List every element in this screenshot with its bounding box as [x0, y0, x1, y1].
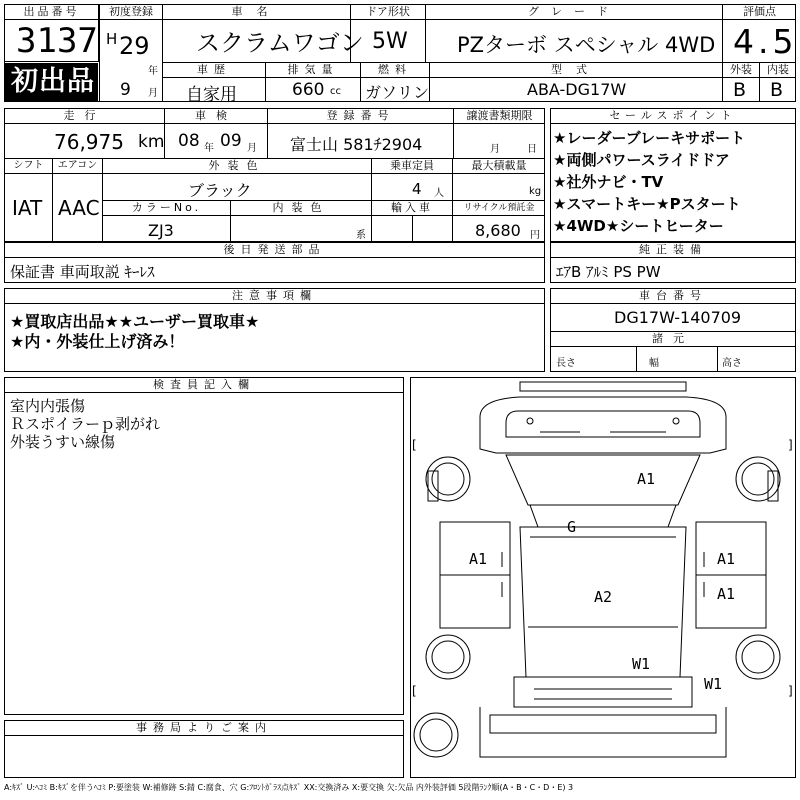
notes-label: 注意事項欄	[5, 289, 544, 304]
later-parts-label: 後日発送部品	[5, 243, 544, 258]
lot-cell	[4, 4, 99, 62]
int-color-unit: 系	[356, 230, 366, 241]
first-listing-text: 初出品	[11, 66, 95, 97]
interior-grade: B	[770, 79, 784, 101]
svg-text:[: [	[412, 684, 417, 698]
recycle-label: リサイクル預託金	[453, 201, 545, 216]
era: H	[106, 30, 118, 48]
mileage-value: 76,975	[54, 130, 124, 154]
office-label: 事務局よりご案内	[5, 721, 403, 736]
cc-unit: cc	[330, 86, 341, 97]
lot-label: 出品番号	[4, 5, 99, 20]
sales-points-list	[553, 127, 793, 237]
km-unit: km	[138, 132, 165, 152]
capacity-label: 乗車定員	[372, 159, 452, 174]
sales-point-item: ★社外ナビ・TV	[553, 173, 664, 191]
chassis-number: DG17W-140709	[614, 308, 742, 327]
insp-month-unit: 月	[247, 143, 257, 154]
import-label: 輸入車	[372, 201, 452, 216]
exterior-grade: B	[733, 79, 747, 101]
door-value: 5W	[372, 29, 408, 54]
history-label: 車歴	[163, 63, 265, 78]
damage-mark: A1	[717, 585, 736, 603]
equipment-label: 純正装備	[551, 243, 795, 258]
month-unit: 月	[148, 88, 158, 99]
kg-unit: kg	[529, 186, 542, 197]
insp-year: 08	[178, 131, 200, 151]
svg-text:[: [	[412, 438, 417, 452]
chassis-label: 車台番号	[551, 289, 795, 304]
later-parts-text: 保証書 車両取説 ｷｰﾚｽ	[10, 263, 155, 281]
damage-mark: W1	[704, 675, 723, 693]
length-label: 長さ	[556, 358, 576, 369]
damage-mark: A1	[469, 550, 488, 568]
inspector-label: 検査員記入欄	[5, 378, 403, 393]
width-label: 幅	[649, 358, 659, 369]
sales-point-item: ★4WD★シートヒーター	[553, 217, 724, 235]
yen-unit: 円	[530, 230, 540, 241]
height-label: 高さ	[722, 358, 742, 369]
capacity-unit: 人	[434, 188, 444, 199]
sales-points-label: セールスポイント	[551, 109, 795, 124]
model-label: 型式	[430, 63, 722, 78]
damage-mark: A2	[594, 588, 613, 606]
specs-label: 諸元	[551, 331, 795, 347]
car-name-label: 車名	[163, 5, 350, 20]
insp-month: 09	[220, 131, 242, 151]
reg-number-label: 登録番号	[268, 109, 453, 124]
reg-year: 29	[119, 32, 150, 60]
grade-value: PZターボ スペシャル 4WD	[457, 33, 716, 57]
year-unit: 年	[148, 66, 158, 77]
displacement-label: 排気量	[266, 63, 360, 78]
lot-number: 3137	[16, 21, 98, 61]
damage-mark: G	[567, 518, 577, 536]
score-label: 評価点	[723, 5, 796, 20]
color-value: ブラック	[188, 181, 252, 200]
svg-text:]: ]	[788, 684, 793, 698]
inspector-line: Ｒスポイラーｐ剥がれ	[10, 415, 161, 433]
sales-point-item: ★両側パワースライドドア	[553, 151, 730, 169]
reg-month: 9	[120, 80, 131, 100]
damage-mark: A1	[637, 470, 656, 488]
grade-label: グレード	[426, 5, 722, 20]
recycle-value: 8,680	[475, 221, 521, 240]
details-block	[4, 108, 545, 242]
color-no-label: カラーNo.	[103, 201, 230, 216]
sales-point-item: ★レーダーブレーキサポート	[553, 129, 746, 147]
int-color-label: 内装色	[231, 201, 371, 216]
car-front-outline	[520, 382, 686, 391]
legend-text: A:ｷｽﾞ U:ﾍｺﾐ B:ｷｽﾞを伴うﾍｺﾐ P:要塗装 W:補修跡 S:錆 C:腐食、穴 G:ﾌﾛﾝﾄｶﾞﾗｽ点ｷｽﾞ XX:交換済み X:要交換 欠:欠品 内外装評価 5段階ﾗﾝｸ順(A・B・C・D・E) 3	[4, 783, 574, 792]
ac-value: AAC	[58, 196, 100, 220]
damage-mark: W1	[632, 655, 651, 673]
fuel-label: 燃料	[361, 63, 429, 78]
deadline-day: 日	[527, 144, 537, 155]
history-value: 自家用	[186, 85, 237, 105]
color-no-value: ZJ3	[148, 221, 174, 240]
mileage-label: 走行	[5, 109, 164, 124]
exterior-label: 外装	[723, 63, 759, 78]
inspection-label: 車検	[165, 109, 267, 124]
shift-label: シフト	[5, 159, 52, 174]
reg-number: 富士山 581ﾁ2904	[290, 135, 423, 154]
max-load-label: 最大積載量	[453, 159, 545, 174]
fuel-value: ガソリン	[365, 83, 430, 102]
equipment-text: ｴｱB ｱﾙﾐ PS PW	[556, 263, 661, 281]
car-name: スクラムワゴン	[196, 29, 364, 57]
inspector-line: 外装うすい線傷	[10, 433, 116, 451]
door-label: ドア形状	[351, 5, 425, 20]
notes-line: ★買取店出品★★ユーザー買取車★	[10, 312, 260, 331]
first-reg-label: 初度登録	[100, 5, 162, 20]
score-value: 4.5	[733, 22, 798, 61]
ac-label: エアコン	[53, 159, 102, 174]
shift-value: IAT	[12, 196, 43, 220]
color-label: 外装色	[103, 159, 371, 174]
displacement-value: 660	[292, 80, 325, 100]
deadline-month: 月	[490, 144, 500, 155]
capacity-value: 4	[412, 180, 422, 198]
model-value: ABA-DG17W	[527, 80, 627, 99]
insp-year-unit: 年	[204, 143, 214, 154]
inspector-line: 室内内張傷	[10, 397, 86, 415]
deadline-label: 譲渡書類期限	[454, 109, 545, 124]
svg-text:]: ]	[788, 438, 793, 452]
damage-mark: A1	[717, 550, 736, 568]
sales-point-item: ★スマートキー★Pスタート	[553, 195, 741, 213]
first-listing-badge	[5, 63, 98, 101]
car-diagram	[410, 377, 796, 778]
notes-line: ★内・外装仕上げ済み！	[10, 332, 185, 351]
interior-label: 内装	[760, 63, 796, 78]
